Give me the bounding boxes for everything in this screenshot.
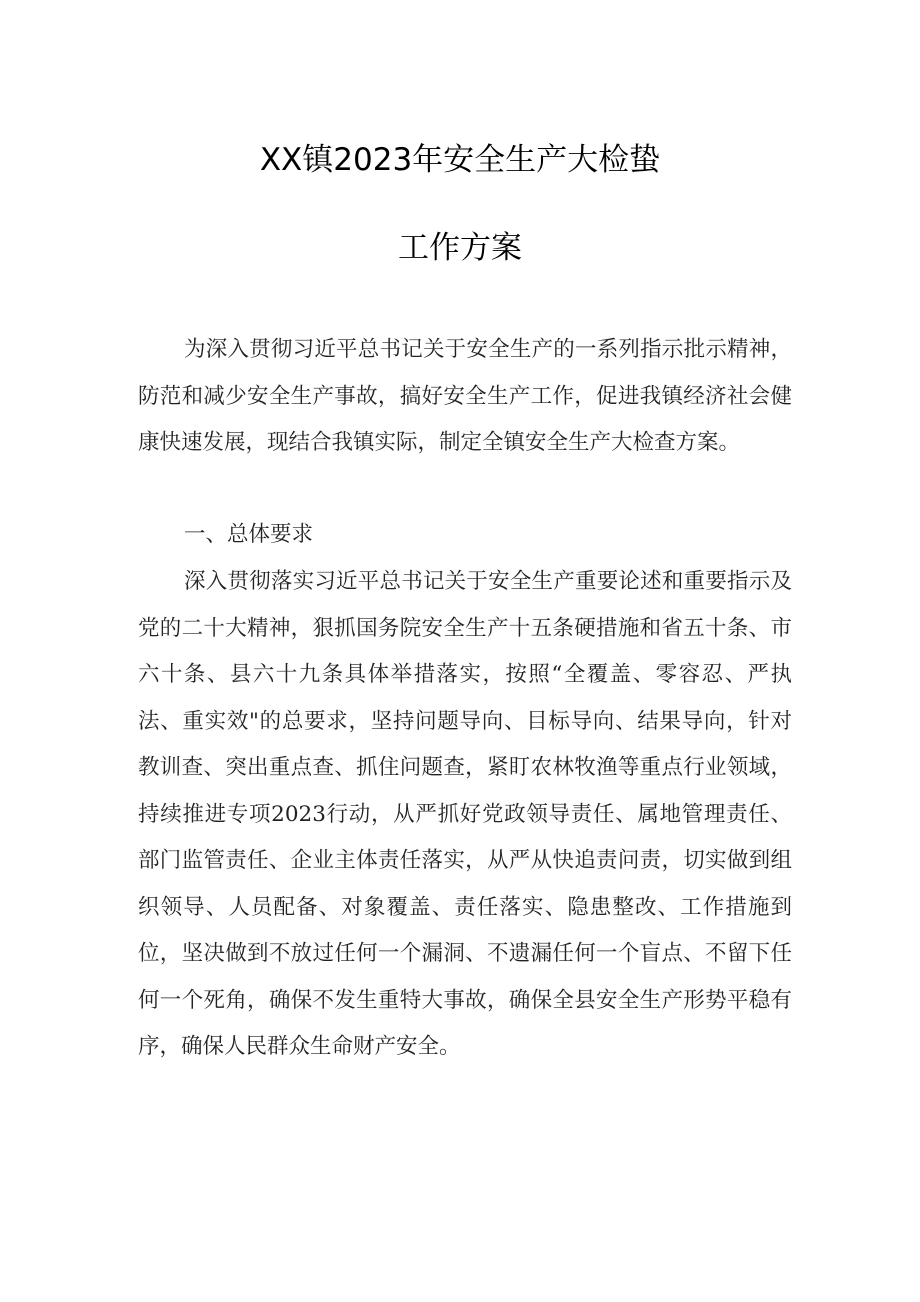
document-title-line-1: XX镇2023年安全生产大检蛰: [259, 142, 661, 178]
document-title-line-2: 工作方案: [398, 230, 522, 266]
section-body-paragraph: 深入贯彻落实习近平总书记关于安全生产重要论述和重要指示及党的二十大精神，狠抓国务院安全生产十五条硬措施和省五十条、市六十条、县六十九条具体举措落实，按照“全覆盖、零容忍、严执法、重实效"的总要求，坚持问题导向、目标导向、结果导向，针对教训查、突出重点查、抓住问题查，紧盯农林牧渔等重点行业领域，持续推进专项2023行动，从严抓好党政领导责任、属地管理责任、部门监管责任、企业主体责任落实，从严从快追责问责，切实做到组织领导、人员配备、对象覆盖、责任落实、隐患整改、工作措施到位，坚决做到不放过任何一个漏洞、不遗漏任何一个盲点、不留下任何一个死角，确保不发生重特大事故，确保全县安全生产形势平稳有序，确保人民群众生命财产安全。: [138, 569, 792, 1059]
section-heading: 一、总体要求: [184, 522, 314, 547]
intro-paragraph: 为深入贯彻习近平总书记关于安全生产的一系列指示批示精神，防范和减少安全生产事故，搞好安全生产工作，促进我镇经济社会健康快速发展，现结合我镇实际，制定全镇安全生产大检查方案。: [138, 337, 792, 455]
